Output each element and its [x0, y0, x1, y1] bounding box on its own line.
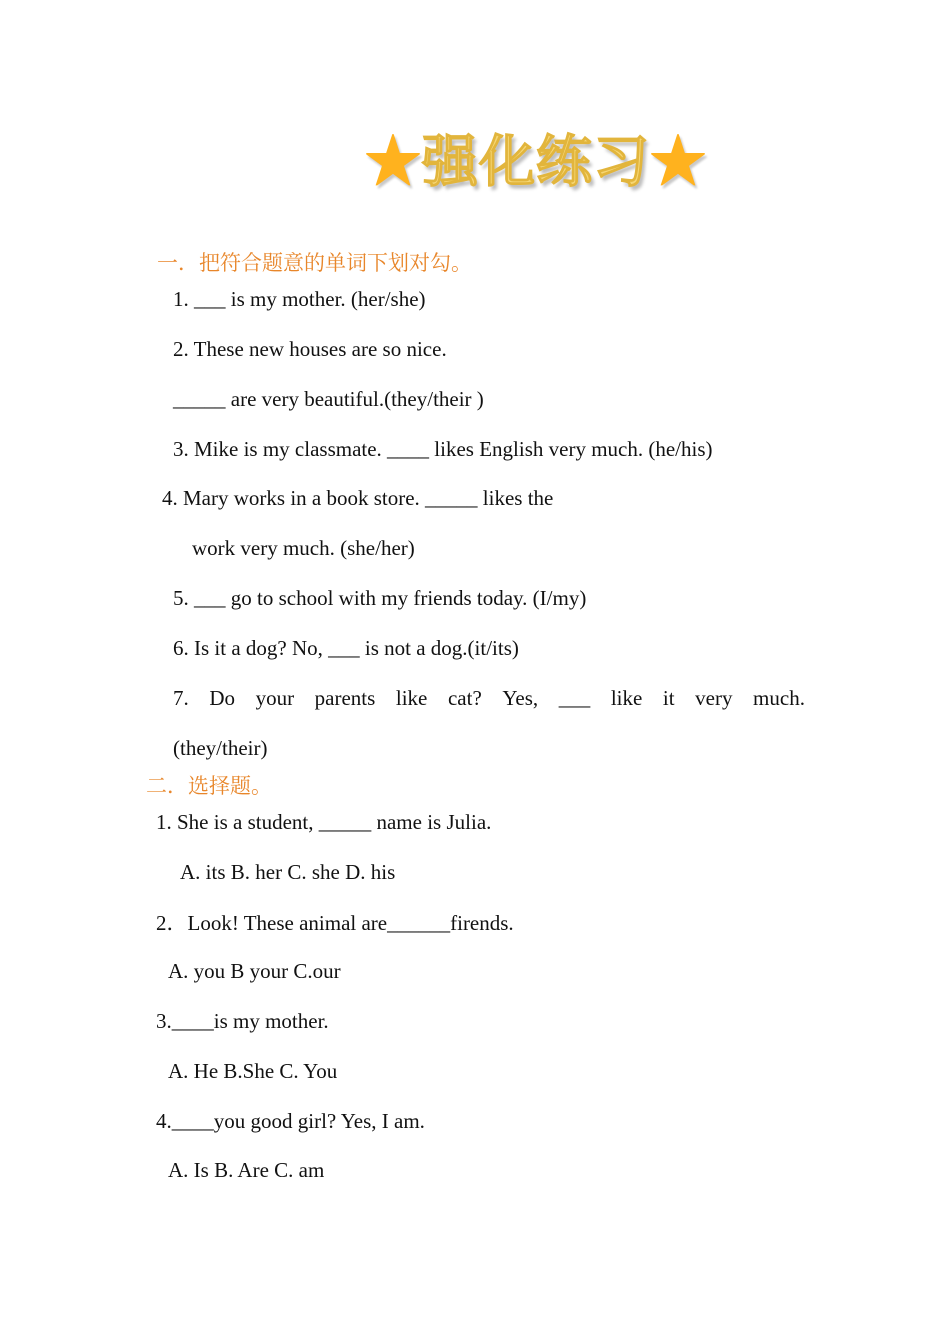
- question-line: 1. She is a student, _____ name is Julia.: [156, 810, 492, 834]
- justified-word: like: [610, 686, 643, 710]
- exercise-line-justified: [173, 685, 805, 711]
- exercise-line: 4. Mary works in a book store. _____ likes the: [162, 486, 554, 510]
- justified-word: very: [695, 686, 733, 710]
- justified-word: ___: [558, 686, 591, 710]
- justified-word: much.: [753, 686, 805, 710]
- justified-word: cat?: [447, 686, 482, 710]
- star-icon: ★: [650, 129, 707, 195]
- question-line: 4.____you good girl? Yes, I am.: [156, 1109, 425, 1133]
- options-line: A. its B. her C. she D. his: [180, 860, 396, 884]
- justified-word: your: [255, 686, 295, 710]
- justified-word: it: [662, 686, 675, 710]
- section1-heading: 一．把符合题意的单词下划对勾。: [157, 251, 472, 275]
- star-icon: ★: [365, 129, 422, 195]
- exercise-line: 1. ___ is my mother. (her/she): [173, 287, 426, 311]
- question-line: 3.____is my mother.: [156, 1009, 329, 1033]
- options-line: A. Is B. Are C. am: [168, 1158, 325, 1182]
- justified-word: like: [395, 686, 428, 710]
- exercise-line: 5. ___ go to school with my friends today. (I/my): [173, 586, 587, 610]
- justified-word: parents: [314, 686, 376, 710]
- justified-word: Yes,: [502, 686, 539, 710]
- exercise-line: (they/their): [173, 736, 268, 760]
- question-line: 2．Look! These animal are______firends.: [156, 911, 514, 935]
- exercise-line: 3. Mike is my classmate. ____ likes English very much. (he/his): [173, 437, 713, 461]
- options-line: A. you B your C.our: [168, 959, 341, 983]
- options-line: A. He B.She C. You: [168, 1059, 338, 1083]
- section2-heading: 二．选择题。: [146, 774, 272, 798]
- title-text: 强化练习: [422, 129, 650, 195]
- exercise-line: _____ are very beautiful.(they/their ): [173, 387, 484, 411]
- worksheet-title: [365, 118, 707, 198]
- exercise-line: 2. These new houses are so nice.: [173, 337, 447, 361]
- justified-word: Do: [209, 686, 235, 710]
- justified-word: 7.: [173, 686, 189, 710]
- exercise-line: work very much. (she/her): [192, 536, 415, 560]
- exercise-line: 6. Is it a dog? No, ___ is not a dog.(it/its): [173, 636, 519, 660]
